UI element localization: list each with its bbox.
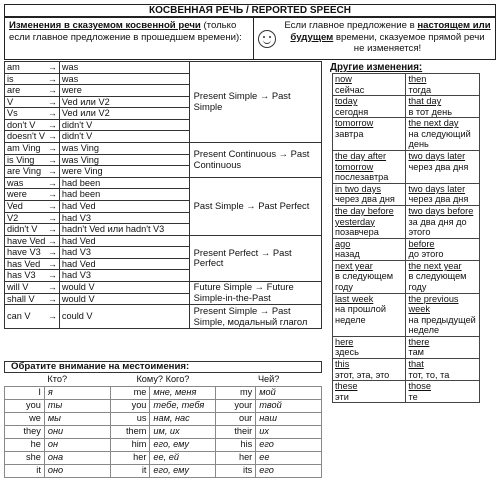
other-changes-heading: Другие изменения: [330,62,423,73]
arrow-right-icon: → [47,143,57,154]
pronoun-ru: ты [44,399,110,412]
direct-form [5,305,60,329]
reported-form: was Ving [59,143,189,155]
change-row [333,238,480,260]
direct-form-text: will V [7,281,29,292]
direct-form [5,212,60,224]
reported-form: would V [59,293,189,305]
change-cell [333,336,406,358]
change-cell [406,151,480,184]
arrow-right-icon: → [47,235,57,246]
reported-form: was [59,62,189,74]
change-row [333,359,480,381]
change-ru: сейчас [335,84,365,95]
pronoun-ru: ее [256,451,322,464]
pronoun-en: me [110,386,150,399]
change-cell [406,260,480,293]
pronoun-row [5,464,322,477]
change-cell [333,74,406,96]
direct-form-text: doesn't V [7,131,46,142]
arrow-right-icon: → [47,177,57,188]
change-ru: в следующем году [335,271,394,292]
change-en: the previous week [408,293,459,315]
arrow-right-icon: → [47,85,57,96]
direct-form [5,247,60,259]
pronouns-header-row [5,373,322,386]
pronoun-ru: его, ему [150,438,216,451]
direct-form [5,200,60,212]
note-emphasis: Изменения в сказуемом косвенной речи [9,20,201,31]
change-en: these [335,381,358,392]
change-ru: через два дня [408,161,469,172]
page-title: КОСВЕННАЯ РЕЧЬ / REPORTED SPEECH [4,4,496,17]
pronoun-en: she [5,451,45,464]
change-en: now [335,74,352,84]
arrow-right-icon: → [47,258,57,269]
change-ru: позавчера [335,227,379,238]
note-text-1: Если главное предложение в [284,20,418,31]
reported-form: had V3 [59,270,189,282]
reported-form: Ved или V2 [59,108,189,120]
smiley-face-icon [258,30,276,48]
change-ru: эти [335,391,349,402]
direct-form-text: is [7,73,14,84]
change-ru: здесь [335,347,359,358]
direct-form-text: have V3 [7,247,41,258]
change-cell [333,238,406,260]
pronoun-ru: его [256,438,322,451]
arrow-right-icon: → [47,96,57,107]
change-en: today [335,96,358,107]
change-cell [333,96,406,118]
change-ru: на прошлой неделе [335,304,387,325]
reported-form: had V3 [59,212,189,224]
reported-form: had been [59,177,189,189]
pronoun-ru: его, ему [150,464,216,477]
arrow-right-icon: → [47,270,57,281]
pronoun-ru: они [44,425,110,438]
reported-form: could V [59,305,189,329]
direct-form [5,293,60,305]
pronoun-ru: она [44,451,110,464]
pronoun-en: her [216,451,256,464]
pronoun-ru: его [256,464,322,477]
change-en: ago [335,238,351,249]
pronoun-en: his [216,438,256,451]
change-ru: сегодня [335,106,369,117]
pronoun-en: my [216,386,256,399]
pronoun-ru: тебе, тебя [150,399,216,412]
reported-form: were [59,85,189,97]
change-en: the day before yesterday [335,205,394,227]
change-ru: в следующем году [408,271,467,292]
direct-form [5,235,60,247]
direct-form-text: has Ved [7,258,41,269]
pronoun-row [5,412,322,425]
pronoun-ru: их [256,425,322,438]
arrow-right-icon: → [47,200,57,211]
change-row [333,381,480,403]
change-cell [406,238,480,260]
tense-group-label: Present Continuous → Past Continuous [189,143,321,178]
direct-form [5,258,60,270]
change-cell [333,260,406,293]
direct-form [5,96,60,108]
reported-form: had Ved [59,200,189,212]
arrow-right-icon: → [47,247,57,258]
arrow-right-icon: → [47,281,57,292]
pronoun-en: I [5,386,45,399]
direct-form [5,224,60,236]
direct-form-text: Ved [7,200,23,211]
arrow-right-icon: → [47,62,57,72]
direct-form-text: am Ving [7,143,41,154]
pronoun-ru: наш [256,412,322,425]
direct-form-text: has V3 [7,270,36,281]
arrow-right-icon: → [47,166,57,177]
note-emphasis: настоящем или будущем [290,20,491,43]
pronoun-row [5,451,322,464]
arrow-right-icon: → [47,311,57,322]
change-en: two days before [408,205,474,216]
change-cell [333,151,406,184]
present-future-note [280,17,496,60]
change-ru: тот, то, та [408,369,450,380]
note-text: (только если главное предложение в прошедшем времени): [9,20,242,43]
change-cell [406,381,480,403]
change-cell [406,183,480,205]
reported-form: had been [59,189,189,201]
change-cell [406,336,480,358]
change-en: in two days [335,183,381,194]
direct-form-text: am [7,62,20,72]
change-ru: за два дня до этого [408,216,467,238]
change-cell [406,96,480,118]
change-en: the next year [408,260,462,271]
change-en: the day after tomorrow [335,151,387,172]
change-en: that [408,359,424,370]
pronouns-heading: Обратите внимание на местоимения: [4,361,322,373]
change-en: two days later [408,151,466,162]
smiley-box [254,17,280,60]
reported-form: had Ved [59,235,189,247]
pronoun-en: your [216,399,256,412]
change-row [333,118,480,151]
pronoun-column-header: Кто? [47,373,68,384]
pronoun-en: its [216,464,256,477]
tense-row [5,305,322,329]
change-row [333,336,480,358]
direct-form [5,189,60,201]
direct-form [5,108,60,120]
change-en: the next day [408,118,459,129]
direct-form [5,281,60,293]
pronoun-ru: нам, нас [150,412,216,425]
arrow-right-icon: → [47,224,57,235]
arrow-right-icon: → [47,108,57,119]
reported-form: was Ving [59,154,189,166]
direct-form [5,62,60,74]
direct-form [5,131,60,143]
change-ru: завтра [335,128,364,139]
tense-row [5,235,322,247]
change-cell [333,293,406,336]
direct-form-text: can V [7,311,31,322]
pronoun-en: us [110,412,150,425]
change-ru: тогда [408,84,432,95]
pronoun-row [5,438,322,451]
change-en: then [408,74,427,84]
direct-form [5,270,60,282]
change-cell [406,205,480,238]
direct-form-text: shall V [7,293,35,304]
change-row [333,293,480,336]
direct-form-text: V [7,96,14,107]
tense-group-label: Present Perfect → Past Perfect [189,235,321,281]
change-en: before [408,238,435,249]
direct-form-text: didn't V [7,224,38,235]
tense-group-label: Future Simple → Future Simple-in-the-Past [189,281,321,304]
change-cell [333,359,406,381]
change-cell [333,205,406,238]
pronoun-ru: я [44,386,110,399]
direct-form [5,143,60,155]
change-en: tomorrow [335,118,374,129]
change-row [333,74,480,96]
reported-form: would V [59,281,189,293]
tense-row [5,177,322,189]
change-row [333,96,480,118]
tense-row [5,62,322,74]
change-en: there [408,336,430,347]
pronoun-ru: мой [256,386,322,399]
reported-form: didn't V [59,131,189,143]
direct-form [5,85,60,97]
pronoun-ru: мы [44,412,110,425]
change-en: those [408,381,431,392]
arrow-right-icon: → [47,189,57,200]
direct-form-text: were [7,189,27,200]
direct-form-text: have Ved [7,235,46,246]
pronouns-table [4,373,322,478]
change-row [333,260,480,293]
pronoun-en: they [5,425,45,438]
reported-form: didn't V [59,119,189,131]
pronoun-ru: мне, меня [150,386,216,399]
direct-form-text: V2 [7,212,19,223]
direct-form-text: was [7,177,24,188]
direct-form [5,177,60,189]
change-ru: назад [335,249,360,260]
tense-shift-table [4,61,322,329]
pronoun-ru: он [44,438,110,451]
change-cell [333,183,406,205]
reported-form: had Ved [59,258,189,270]
change-en: this [335,359,350,370]
change-en: that day [408,96,442,107]
direct-form [5,154,60,166]
change-en: next year [335,260,373,271]
reported-form: hadn't Ved или hadn't V3 [59,224,189,236]
arrow-right-icon: → [47,119,57,130]
tense-row [5,281,322,293]
change-cell [406,118,480,151]
change-cell [406,359,480,381]
change-ru: те [408,391,418,402]
arrow-right-icon: → [47,131,57,142]
change-ru: через два дня [408,194,469,205]
pronoun-en: him [110,438,150,451]
change-ru: послезавтра [335,172,389,183]
change-ru: этот, эта, это [335,369,390,380]
pronoun-en: you [110,399,150,412]
change-row [333,205,480,238]
tense-group-label: Present Simple → Past Simple, модальный глагол [189,305,321,329]
change-cell [406,293,480,336]
pronoun-row [5,399,322,412]
pronoun-en: we [5,412,45,425]
pronoun-ru: твой [256,399,322,412]
change-ru: на предыдущей неделе [408,314,476,336]
direct-form-text: Vs [7,108,18,119]
reported-form: had V3 [59,247,189,259]
direct-form-text: are Ving [7,166,42,177]
change-ru: через два дня [335,194,395,205]
note-text-2: времени, сказуемое прямой речи не изменяется! [333,31,485,54]
pronoun-ru: им, их [150,425,216,438]
pronoun-row [5,386,322,399]
direct-form-text: don't V [7,119,36,130]
change-cell [333,381,406,403]
pronoun-en: their [216,425,256,438]
pronoun-ru: оно [44,464,110,477]
pronoun-ru: ее, ей [150,451,216,464]
direct-form [5,119,60,131]
change-ru: на следующий день [408,128,471,150]
arrow-right-icon: → [47,73,57,84]
change-en: two days later [408,183,466,194]
reported-form: was [59,73,189,85]
arrow-right-icon: → [47,212,57,223]
change-row [333,151,480,184]
other-changes-table [332,73,480,403]
tense-group-label: Past Simple → Past Perfect [189,177,321,235]
change-row [333,183,480,205]
pronoun-column-header: Чей? [257,373,280,384]
change-ru: в тот день [408,106,453,117]
past-main-clause-note [4,17,254,60]
pronoun-en: her [110,451,150,464]
direct-form-text: is Ving [7,154,35,165]
arrow-right-icon: → [47,154,57,165]
pronoun-en: he [5,438,45,451]
pronoun-en: them [110,425,150,438]
direct-form [5,73,60,85]
reported-form: Ved или V2 [59,96,189,108]
arrow-right-icon: → [47,293,57,304]
change-ru: до этого [408,249,444,260]
change-en: last week [335,293,374,304]
tense-group-label: Present Simple → Past Simple [189,62,321,143]
direct-form [5,166,60,178]
change-ru: там [408,347,424,358]
pronoun-en: you [5,399,45,412]
direct-form-text: are [7,85,21,96]
reported-form: were Ving [59,166,189,178]
pronoun-column-header: Кому? Кого? [136,373,190,384]
pronoun-en: it [110,464,150,477]
pronoun-en: it [5,464,45,477]
pronoun-row [5,425,322,438]
pronoun-en: our [216,412,256,425]
change-cell [333,118,406,151]
change-cell [406,74,480,96]
tense-row [5,143,322,155]
change-en: here [335,336,354,347]
